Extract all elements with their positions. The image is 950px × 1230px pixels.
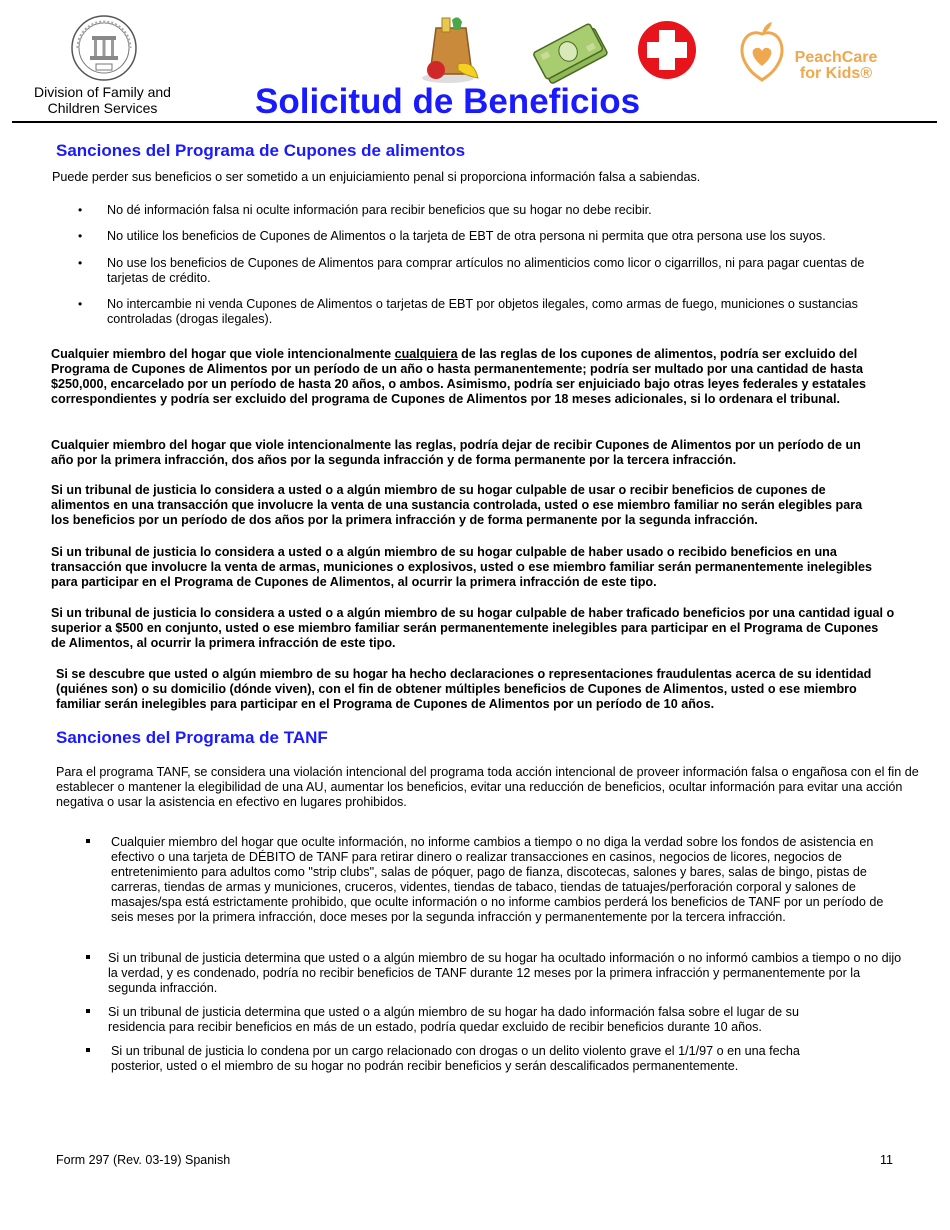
tanf-bullet-2: Si un tribunal de justicia determina que usted o a algún miembro de su hogar ha ocultado información o no informó cambios a tiempo o no dijo la verdad, y es condenado, podría no recibir beneficios de TANF durante 12 meses por la primera infracción y permanentemente por la segunda infracción. [108, 951, 902, 995]
grocery-bag-icon [418, 14, 490, 84]
header-divider [12, 121, 937, 123]
snap-heading: Sanciones del Programa de Cupones de alimentos [56, 141, 466, 160]
snap-intro: Puede perder sus beneficios o ser sometido a un enjuiciamiento penal si proporciona información falsa a sabiendas. [52, 170, 701, 184]
cash-money-icon [528, 16, 610, 86]
snap-bullet-1: No dé información falsa ni oculte información para recibir beneficios que su hogar no debe recibir. [107, 203, 652, 217]
snap-controlled-substance-paragraph: Si un tribunal de justicia lo considera a usted o a algún miembro de su hogar culpable de usar o recibir beneficios de cupones de alimentos en una transacción que involucre la venta de una sustancia controlada, usted o ese miembro familiar no serán elegibles para los beneficios por un período de dos años por la primera infracción y de forma permanente por la segunda infracción. [51, 483, 863, 527]
snap-bullet-2: No utilice los beneficios de Cupones de Alimentos o la tarjeta de EBT de otra persona ni permita que otra persona use los suyos. [107, 229, 826, 243]
snap-bullet-4: No intercambie ni venda Cupones de Alimentos o tarjetas de EBT por objetos ilegales, como armas de fuego, municiones o sustancias controladas (drogas ilegales). [107, 297, 858, 326]
agency-line-1: Division of Family and [34, 84, 171, 100]
snap-fraud-paragraph: Si se descubre que usted o algún miembro de su hogar ha hecho declaraciones o representaciones fraudulentas acerca de su identidad (quiénes son) o su domicilio (dónde viven), con el fin de obtener múltiples beneficios de Cupones de Alimentos, usted o ese miembro familiar serán inelegibles para participar en el Programa de Cupones de Alimentos por un período de 10 años. [56, 667, 872, 711]
peachcare-line-2: for Kids® [799, 65, 873, 82]
page-title: Solicitud de Beneficios [255, 82, 641, 121]
tanf-heading: Sanciones del Programa de TANF [56, 728, 328, 747]
snap-penalty-paragraph [51, 347, 906, 407]
peachcare-logo-icon [738, 20, 786, 82]
medical-cross-icon [637, 20, 697, 80]
tanf-bullet-1: Cualquier miembro del hogar que oculte información, no informe cambios a tiempo o no diga la verdad sobre los fondos de asistencia en efectivo o una tarjeta de DÉBITO de TANF para retirar dinero o realizar transacciones en casinos, negocios de licores, negocios de entretenimiento para adultos como "strip clubs", salas de póquer, pago de fianza, discotecas, salones y bares, salas de bingo, pistas de carreras, tiendas de armas y municiones, cruceros, videntes, tiendas de tabaco, tiendas de tatuajes/perforación corporal y salones de masajes/spa está estrictamente prohibido, que oculte información o no informe cambios perderá los beneficios de TANF por un período de seis meses por la primera infracción, doce meses por la segunda infracción y permanentemente por la tercera infracción. [111, 835, 884, 924]
georgia-seal-icon [70, 14, 138, 82]
form-identifier: Form 297 (Rev. 03-19) Spanish [56, 1153, 231, 1167]
peachcare-logo [791, 50, 881, 82]
agency-name [20, 84, 185, 116]
snap-penalty-text-2: de las reglas de los cupones de alimentos, podría ser excluido del Programa de Cupones de Alimentos por un período de un año o hasta permanentemente; podría ser multado por una cantidad de hasta $250,000, encarcelado por un período de hasta 20 años, o ambos. Asimismo, podría ser enjuiciado bajo otras leyes federales y estatales correspondientes y podría ser excluido del programa de Cupones de Alimentos por 18 meses adicionales, si lo ordenara el tribunal. [51, 347, 866, 406]
snap-penalty-underlined: cualquiera [394, 347, 458, 361]
tanf-intro: Para el programa TANF, se considera una violación intencional del programa toda acción intencional de proveer información falsa o engañosa con el fin de establecer o mantener la elegibilidad de una AU, aumentar los beneficios, evitar una reducción de beneficios, ocultar información para evitar una acción negativa o usar la asistencia en efectivo en lugares prohibidos. [56, 765, 919, 809]
peachcare-line-1: PeachCare [794, 49, 878, 66]
snap-violation-paragraph: Cualquier miembro del hogar que viole intencionalmente las reglas, podría dejar de recibir Cupones de Alimentos por un período de un año por la primera infracción, dos años por la segunda infracción y de forma permanente por la tercera infracción. [51, 438, 861, 467]
snap-weapons-paragraph: Si un tribunal de justicia lo considera a usted o a algún miembro de su hogar culpable de haber usado o recibido beneficios en una transacción que involucre la venta de armas, municiones o explosivos, usted o ese miembro familiar serán permanentemente inelegibles para participar en el Programa de Cupones de Alimentos, al ocurrir la primera infracción de este tipo. [51, 545, 872, 589]
page-number: 11 [880, 1153, 893, 1167]
snap-penalty-text-1: Cualquier miembro del hogar que viole intencionalmente [51, 347, 395, 361]
tanf-bullet-3: Si un tribunal de justicia determina que usted o a algún miembro de su hogar ha dado información falsa sobre el lugar de su residencia para recibir beneficios en más de un estado, podría quedar excluido de recibir beneficios durante 10 años. [108, 1005, 799, 1034]
agency-line-2: Children Services [47, 100, 158, 116]
snap-bullet-3: No use los beneficios de Cupones de Alimentos para comprar artículos no alimenticios como licor o cigarrillos, ni para pagar cuentas de tarjetas de crédito. [107, 256, 865, 285]
snap-trafficking-paragraph: Si un tribunal de justicia lo considera a usted o a algún miembro de su hogar culpable de haber traficado beneficios por una cantidad igual o superior a $500 en conjunto, usted o ese miembro familiar serán permanentemente inelegibles para participar en el Programa de Cupones de Alimentos, al ocurrir la primera infracción de este tipo. [51, 606, 895, 650]
tanf-bullet-4: Si un tribunal de justicia lo condena por un cargo relacionado con drogas o un delito violento grave el 1/1/97 o en una fecha posterior, usted o el miembro de su hogar no podrán recibir beneficios y serán descalificados permanentemente. [111, 1044, 800, 1073]
